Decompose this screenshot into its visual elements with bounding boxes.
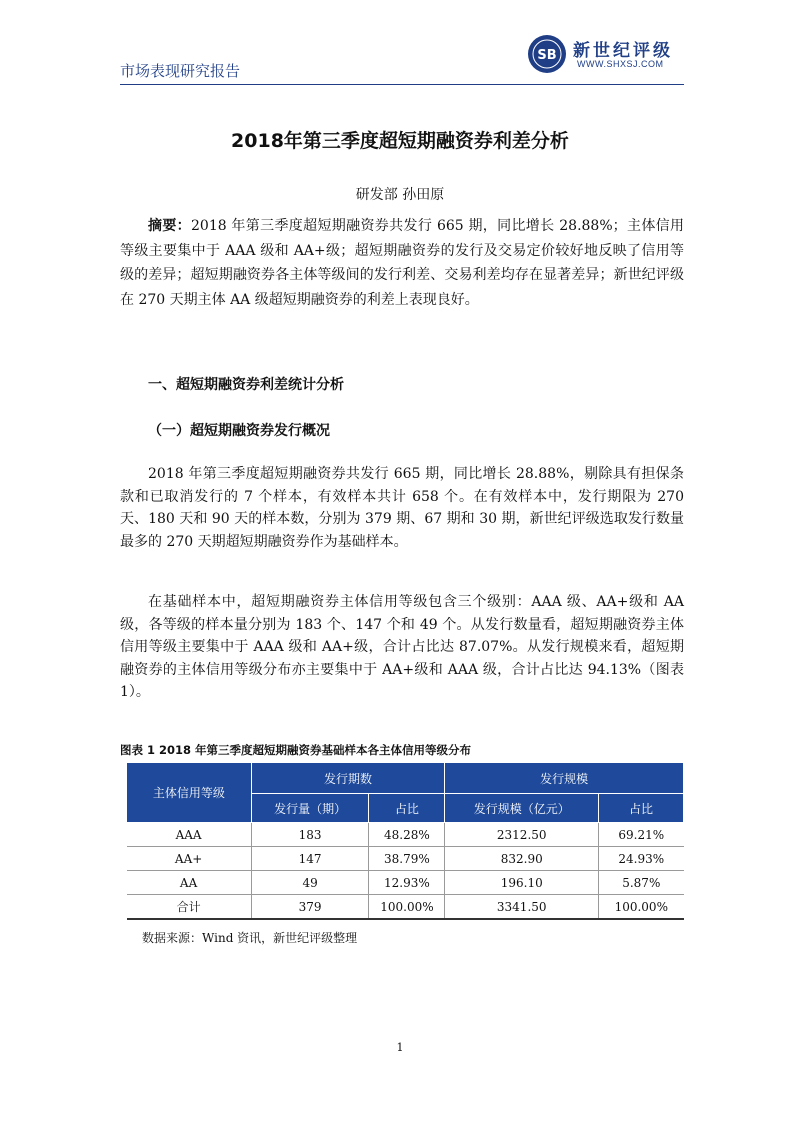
header-rating: 主体信用等级 (127, 763, 252, 823)
abstract (120, 214, 684, 312)
header-group-count: 发行期数 (251, 763, 445, 794)
cell-count: 147 (251, 847, 369, 871)
rating-distribution-table (126, 762, 684, 920)
cell-rating: AA+ (127, 847, 252, 871)
cell-count-pct: 48.28% (369, 823, 445, 847)
cell-scale-pct: 69.21% (599, 823, 684, 847)
header-group-scale: 发行规模 (445, 763, 684, 794)
header-scale: 发行规模（亿元） (445, 794, 599, 823)
cell-count-pct: 100.00% (369, 895, 445, 920)
logo-url: WWW.SHXSJ.COM (577, 59, 664, 69)
logo-emblem-text: SB (537, 48, 557, 63)
subsection-heading: （一）超短期融资券发行概况 (148, 423, 330, 439)
header-scale-pct: 占比 (599, 794, 684, 823)
cell-scale: 3341.50 (445, 895, 599, 920)
cell-scale: 196.10 (445, 871, 599, 895)
cell-scale-pct: 100.00% (599, 895, 684, 920)
cell-count: 183 (251, 823, 369, 847)
logo-name: 新世纪评级 (573, 41, 673, 61)
table-row (127, 823, 684, 847)
abstract-label: 摘要： (148, 218, 192, 234)
cell-count: 379 (251, 895, 369, 920)
cell-scale: 832.90 (445, 847, 599, 871)
logo-emblem-icon (527, 34, 567, 74)
cell-rating: AA (127, 871, 252, 895)
table-row (127, 871, 684, 895)
section-heading: 一、超短期融资券利差统计分析 (148, 377, 344, 393)
page-title: 2018年第三季度超短期融资券利差分析 (231, 130, 569, 152)
cell-count: 49 (251, 871, 369, 895)
company-logo (527, 30, 687, 78)
cell-rating: 合计 (127, 895, 252, 920)
data-source-note: 数据来源：Wind 资讯，新世纪评级整理 (142, 931, 358, 945)
cell-scale: 2312.50 (445, 823, 599, 847)
header-divider (120, 84, 684, 85)
abstract-text: 2018 年第三季度超短期融资券共发行 665 期，同比增长 28.88%；主体信用等级主要集中于 AAA 级和 AA+级；超短期融资券的发行及交易定价较好地反映了信用等级的差异；超短期融资券各主体等级间的发行利差、交易利差均存在显著差异；新世纪评级在 270 天期主体 AA 级超短期融资券的利差上表现良好。 (120, 218, 684, 308)
page-number: 1 (396, 1041, 404, 1054)
cell-count-pct: 12.93% (369, 871, 445, 895)
cell-scale-pct: 24.93% (599, 847, 684, 871)
body-paragraph-1: 2018 年第三季度超短期融资券共发行 665 期，同比增长 28.88%，剔除具有担保条款和已取消发行的 7 个样本，有效样本共计 658 个。在有效样本中，发行期限为 270 天、180 天和 90 天的样本数，分别为 379 期、67 期和 30 期，新世纪评级选取发行数量最多的 270 天期超短期融资券作为基础样本。 (120, 466, 684, 550)
table-total-row (127, 895, 684, 920)
author-line: 研发部 孙田原 (355, 187, 445, 203)
header-count-pct: 占比 (369, 794, 445, 823)
table-row (127, 847, 684, 871)
cell-rating: AAA (127, 823, 252, 847)
cell-scale-pct: 5.87% (599, 871, 684, 895)
table-caption: 图表 1 2018 年第三季度超短期融资券基础样本各主体信用等级分布 (120, 743, 472, 757)
report-series-title: 市场表现研究报告 (120, 62, 241, 80)
header-count: 发行量（期） (251, 794, 369, 823)
body-paragraph-2: 在基础样本中，超短期融资券主体信用等级包含三个级别：AAA 级、AA+级和 AA 级，各等级的样本量分别为 183 个、147 个和 49 个。从发行数量看，超短期融资券主体信用等级主要集中于 AAA 级和 AA+级，合计占比达 87.07%。从发行规模来看，超短期融资券的主体信用等级分布亦主要集中于 AA+级和 AAA 级，合计占比达 94.13%（图表 1）。 (120, 594, 684, 700)
cell-count-pct: 38.79% (369, 847, 445, 871)
